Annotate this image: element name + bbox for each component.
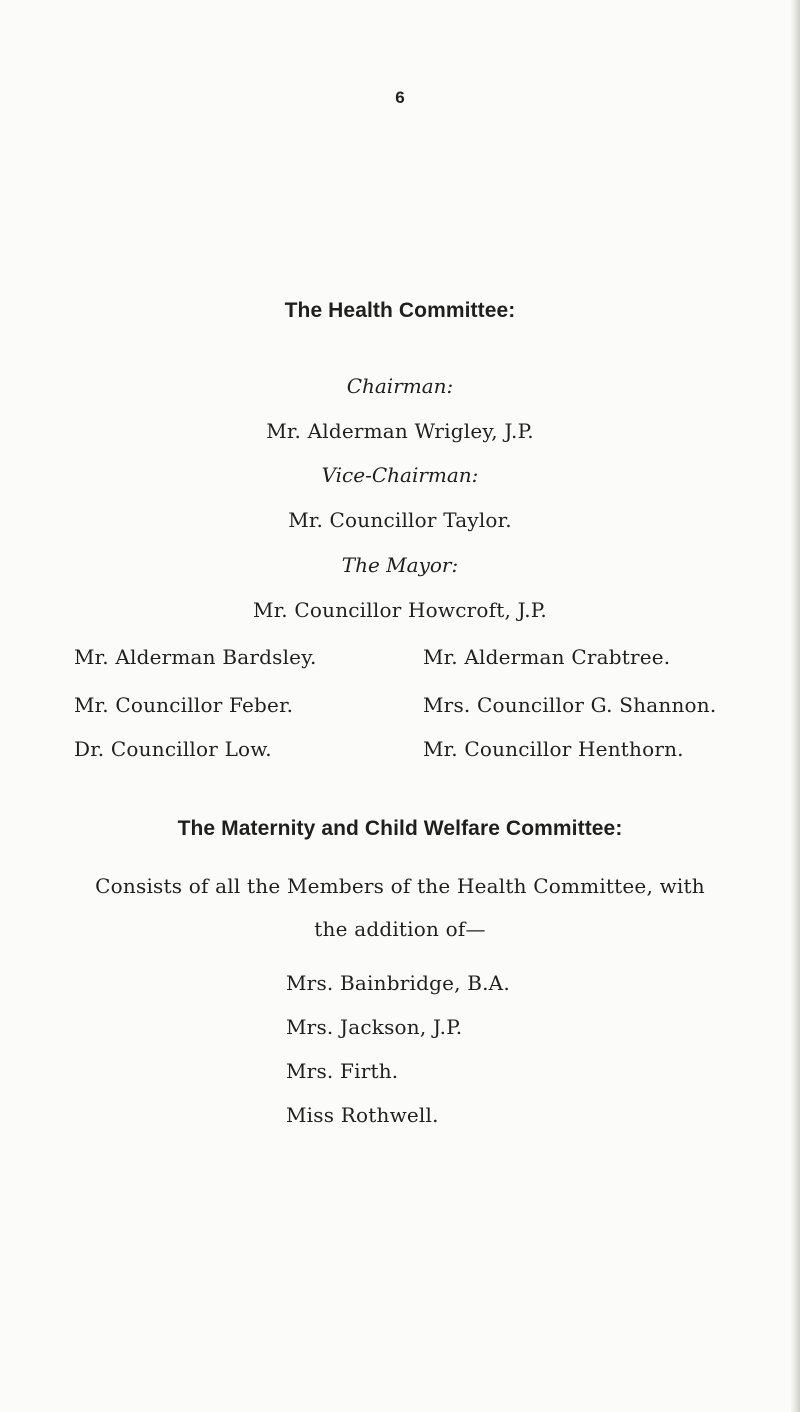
member-left-3: Dr. Councillor Low. (74, 737, 272, 761)
chairman-label: Chairman: (346, 374, 454, 398)
additional-member-4: Miss Rothwell. (286, 1103, 439, 1127)
page-number: 6 (395, 88, 405, 107)
maternity-description-line2: the addition of— (314, 917, 486, 941)
member-right-3: Mr. Councillor Henthorn. (423, 737, 684, 761)
member-left-2: Mr. Councillor Feber. (74, 693, 294, 717)
page-edge-shadow (790, 0, 800, 1412)
mayor-name: Mr. Councillor Howcroft, J.P. (253, 598, 547, 622)
maternity-description-line1: Consists of all the Members of the Health Committee, with (95, 874, 705, 898)
member-left-1: Mr. Alderman Bardsley. (74, 645, 317, 669)
mayor-label: The Mayor: (341, 553, 459, 577)
member-right-1: Mr. Alderman Crabtree. (423, 645, 671, 669)
maternity-committee-title: The Maternity and Child Welfare Committee: (177, 817, 623, 840)
additional-member-2: Mrs. Jackson, J.P. (286, 1015, 463, 1039)
vice-chairman-label: Vice-Chairman: (321, 463, 479, 487)
additional-member-3: Mrs. Firth. (286, 1059, 399, 1083)
health-committee-title: The Health Committee: (284, 299, 516, 322)
chairman-name: Mr. Alderman Wrigley, J.P. (266, 419, 534, 443)
member-right-2: Mrs. Councillor G. Shannon. (423, 693, 717, 717)
vice-chairman-name: Mr. Councillor Taylor. (288, 508, 512, 532)
additional-member-1: Mrs. Bainbridge, B.A. (286, 971, 510, 995)
